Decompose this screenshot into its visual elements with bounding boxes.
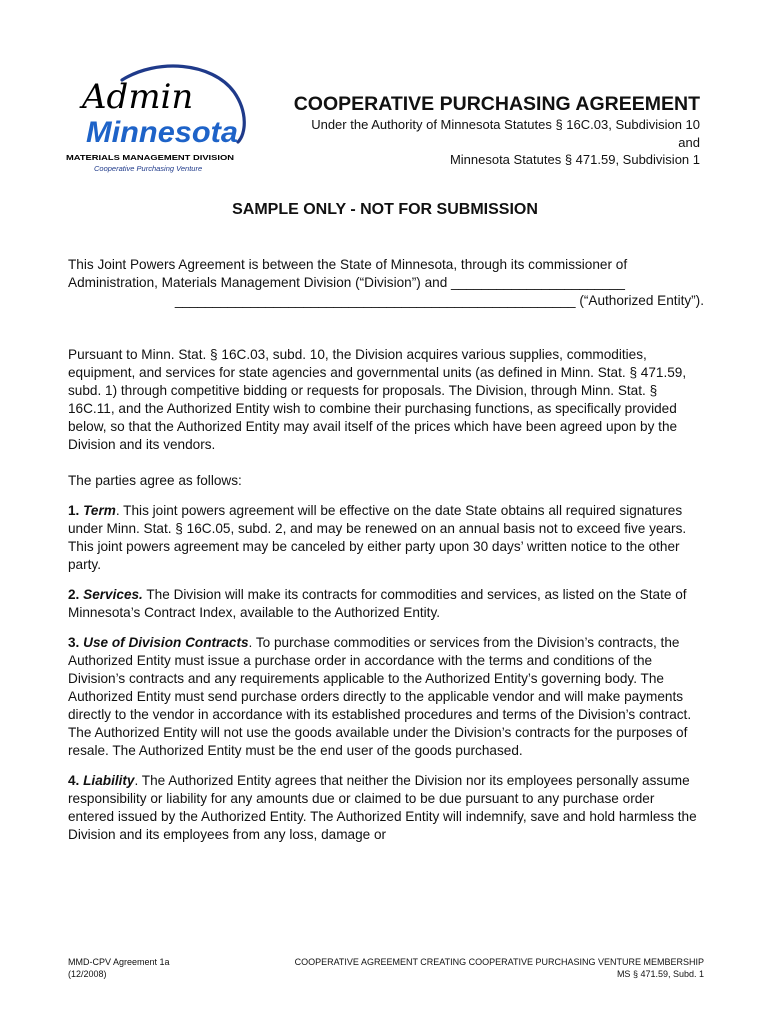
section-number: 2. (68, 587, 80, 602)
section-heading: Term (83, 503, 116, 518)
subtitle-line-1: Under the Authority of Minnesota Statutes § 16C.03, Subdivision 10 (311, 117, 700, 132)
section-use-of-division-contracts (68, 634, 704, 760)
section-text: To purchase commodities or services from the Division’s contracts, the Authorized Entity must issue a purchase order in accordance with the terms and conditions of the Division’s contracts and any requirements applicable to the Authorized Entity’s governing body. The Authorized Entity must send purchase orders directly to the applicable vendor and will make payments directly to the vendor in accordance with its established procedures and terms of the Division’s contract. The Authorized Entity will not use the goods available under the Division’s contracts for the purposes of resale. The Authorized Entity must be the end user of the goods purchased. (68, 635, 692, 758)
logo-minnesota-text: Minnesota (86, 116, 238, 149)
section-heading: Liability (83, 773, 135, 788)
parties-agree-paragraph: The parties agree as follows: (68, 473, 242, 488)
form-id: MMD-CPV Agreement 1a (68, 957, 170, 967)
section-heading-punct: . (248, 635, 253, 650)
section-text: The Division will make its contracts for commodities and services, as listed on the State of Minnesota’s Contract Index, available to the Authorized Entity. (68, 587, 687, 620)
section-heading: Use of Division Contracts (83, 635, 249, 650)
title-block (268, 92, 700, 169)
section-number: 3. (68, 635, 80, 650)
intro-line-2: Administration, Materials Management Division (“Division”) and _______________________ (68, 275, 625, 290)
section-text: The Authorized Entity agrees that neither the Division nor its employees personally assume responsibility or liability for any amounts due or claimed to be due pursuant to any purchase order entered issued by the Authorized Entity. The Authorized Entity will indemnify, save and hold harmless the Division and its employees from any loss, damage or (68, 773, 697, 842)
footer-left (68, 956, 170, 980)
section-number: 4. (68, 773, 80, 788)
section-term (68, 502, 704, 574)
form-date: (12/2008) (68, 969, 107, 979)
subtitle-line-2: and (678, 134, 700, 150)
footer-right (295, 956, 704, 980)
intro-line-3: _____________________________________________________ (“Authorized Entity”). (174, 293, 704, 308)
logo-admin-text: Admin (82, 77, 194, 117)
subtitle-line-3: Minnesota Statutes § 471.59, Subdivision 1 (449, 152, 700, 167)
sample-notice: SAMPLE ONLY - NOT FOR SUBMISSION (232, 201, 538, 218)
section-text: This joint powers agreement will be effective on the date State obtains all required signatures under Minn. Stat. § 16C.05, subd. 2, and may be renewed on an annual basis not to exceed five years. This joint powers agreement may be canceled by either party upon 30 days’ written notice to the other party. (68, 503, 687, 572)
page-title: COOPERATIVE PURCHASING AGREEMENT (293, 93, 700, 115)
footer-statute: MS § 471.59, Subd. 1 (616, 969, 704, 979)
logo-venture-text: Cooperative Purchasing Venture (94, 164, 203, 173)
agreement-body (68, 256, 704, 856)
section-heading-punct: . (115, 503, 120, 518)
admin-minnesota-logo (62, 64, 252, 176)
logo-division-text: MATERIALS MANAGEMENT DIVISION (66, 153, 234, 162)
intro-paragraph (68, 256, 704, 310)
intro-line-1: This Joint Powers Agreement is between the State of Minnesota, through its commissioner of (68, 257, 628, 272)
section-liability (68, 772, 704, 844)
footer-caption: COOPERATIVE AGREEMENT CREATING COOPERATIVE PURCHASING VENTURE MEMBERSHIP (294, 957, 704, 967)
pursuant-paragraph: Pursuant to Minn. Stat. § 16C.03, subd. 10, the Division acquires various supplies, commodities, equipment, and services for state agencies and governmental units (as defined in Minn. Stat. § 471.59, subd. 1) through competitive bidding or requests for proposals. The Division, through Minn. Stat. § 16C.11, and the Authorized Entity wish to combine their purchasing functions, as specifically provided below, so that the Authorized Entity may avail itself of the prices which have been agreed upon by the Division and its vendors. (68, 347, 687, 452)
section-services (68, 586, 704, 622)
section-heading-punct: . (134, 773, 139, 788)
section-number: 1. (68, 503, 80, 518)
section-heading: Services. (83, 587, 143, 602)
